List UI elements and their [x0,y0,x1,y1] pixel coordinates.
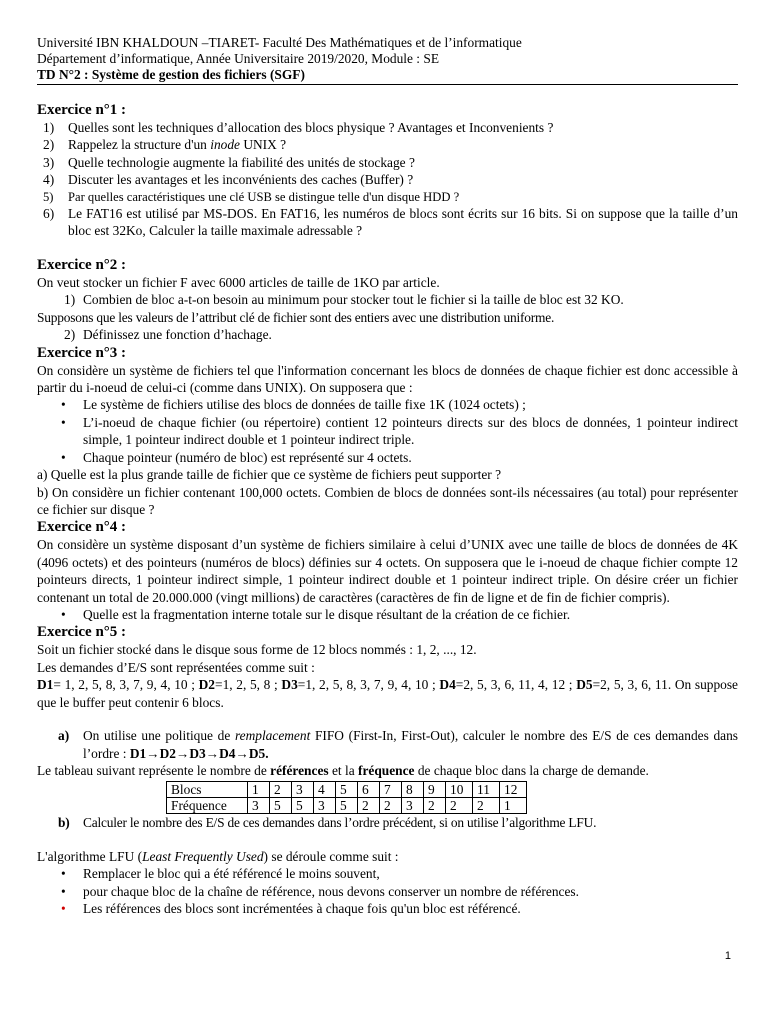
ex2-q2 [37,326,738,343]
ex5-qa: a) On utilise une politique de remplacement FIFO (First-In, First-Out), calculer le nombre des E/S de ces demandes dans l’ordre : D1→D2→D3→D4→D5. [58,728,738,761]
list-item: 2) Rappelez la structure d'un inode UNIX ? [43,137,287,153]
ex5-qb: b) Calculer le nombre des E/S de ces demandes dans l’ordre précédent, si on utilise l’algorithme LFU. [58,815,597,831]
lfu-intro: L'algorithme LFU (Least Frequently Used) se déroule comme suit : [37,848,399,864]
ex3-qa: a) Quelle est la plus grande taille de fichier que ce système de fichiers peut supporter ? [37,467,502,483]
list-item: 2) Définissez une fonction d’hachage. [64,327,272,343]
list-item: • Chaque pointeur (numéro de bloc) est représenté sur 4 octets. [61,449,412,465]
ex2-mid: Supposons que les valeurs de l’attribut clé de fichier sont des entiers avec une distribution uniforme. [37,309,555,325]
ex3-qb: b) On considère un fichier contenant 100,000 octets. Combien de blocs de données sont-ils nécessaires (au total) pour représenter ce fichier sur disque ? [37,484,738,517]
header-university: Université IBN KHALDOUN –TIARET- Faculté Des Mathématiques et de l’informatique [37,35,522,50]
table-row: Fréquence 3 5 5 3 5 2 2 3 2 2 2 1 [167,798,527,814]
ex5-demands: D1= 1, 2, 5, 8, 3, 7, 9, 4, 10 ; D2=1, 2, 5, 8 ; D3=1, 2, 5, 8, 3, 7, 9, 4, 10 ; D4=2, 5, 3, 6, 11, 4, 12 ; D5=2, 5, 3, 6, 11. On suppose que le buffer peut contenir 6 blocs. [37,677,739,710]
list-item: 6) Le FAT16 est utilisé par MS-DOS. En FAT16, les numéros de blocs sont écrits sur 16 bits. Si on suppose que la taille d’un bloc est 32Ko, Calculer la taille maximale adressable ? [43,206,738,239]
ex1-title: Exercice n°1 : [37,102,127,118]
ex5-table-intro: Le tableau suivant représente le nombre de références et la fréquence de chaque bloc dans la charge de demande. [37,763,649,779]
ex3-title: Exercice n°3 : [37,344,127,361]
header-td-title: TD N°2 : Système de gestion des fichiers (SGF) [37,67,305,82]
list-item: 1) Quelles sont les techniques d’allocation des blocs physique ? Avantages et Inconvenients ? [43,120,554,135]
ex5-line1: Soit un fichier stocké dans le disque sous forme de 12 blocs nommés : 1, 2, ..., 12. [37,642,477,658]
ex1-list [37,119,738,240]
ex5-title: Exercice n°5 : [37,624,127,641]
ex4-title: Exercice n°4 : [37,519,127,536]
page-number: 1 [724,950,731,962]
list-item: 1) Combien de bloc a-t-on besoin au minimum pour stocker tout le fichier si la taille de bloc est 32 KO. [64,292,624,308]
frequency-table [166,781,527,814]
ex2-intro: On veut stocker un fichier F avec 6000 articles de taille de 1KO par article. [37,274,440,290]
ex4-bullets [37,606,738,623]
list-item: • Remplacer le bloc qui a été référencé le moins souvent, [61,866,380,882]
list-item: 3) Quelle technologie augmente la fiabilité des unités de stockage ? [43,154,415,170]
list-item: • Les références des blocs sont incrémentées à chaque fois qu'un bloc est référencé. [61,901,521,917]
list-item: • L’i-noeud de chaque fichier (ou répertoire) contient 12 pointeurs directs sur des blocs de données, 1 pointeur indirect simple, 1 pointeur indirect double et 1 pointeur indirect triple. [61,414,738,448]
table-row: Blocs 1 2 3 4 5 6 7 8 9 10 11 12 [167,782,527,798]
ex3-intro: On considère un système de fichiers tel que l'information concernant les blocs de données de chaque fichier est donc accessible à partir du i-noeud de celui-ci (comme dans UNIX). On supposera que : [37,362,738,395]
header-divider [37,84,738,85]
lfu-bullets [37,865,738,917]
list-item: 4) Discuter les avantages et les inconvénients des caches (Buffer) ? [43,172,414,188]
list-item: • pour chaque bloc de la chaîne de référence, nous devons conserver un nombre de références. [61,883,579,899]
list-item: 5) Par quelles caractéristiques une clé USB se distingue telle d'un disque HDD ? [43,189,460,204]
header-department: Département d’informatique, Année Universitaire 2019/2020, Module : SE [37,51,439,66]
ex2-q1 [37,291,738,308]
ex2-title: Exercice n°2 : [37,256,127,273]
header [37,35,738,83]
list-item: • Quelle est la fragmentation interne totale sur le disque résultant de la création de ce fichier. [61,607,571,623]
ex4-text: On considère un système disposant d’un système de fichiers similaire à celui d’UNIX avec une taille de blocs de données de 4K (4096 octets) et des pointeurs (numéros de blocs) définies sur 4 octets. On supposera que le i-noeud de chaque fichier compte 12 pointeurs directs, 1 pointeur indirect simple, 1 pointeur indirect double et 1 pointeur indirect triple. On désire créer un fichier contenant un total de 20.000.000 (vingt millions) de caractères (caractères de fin de ligne et de fin de fichier compris). [37,537,738,605]
ex3-bullets [37,396,738,466]
list-item: • Le système de fichiers utilise des blocs de données de taille fixe 1K (1024 octets) ; [61,397,526,413]
ex5-line2: Les demandes d’E/S sont représentées comme suit : [37,659,315,675]
